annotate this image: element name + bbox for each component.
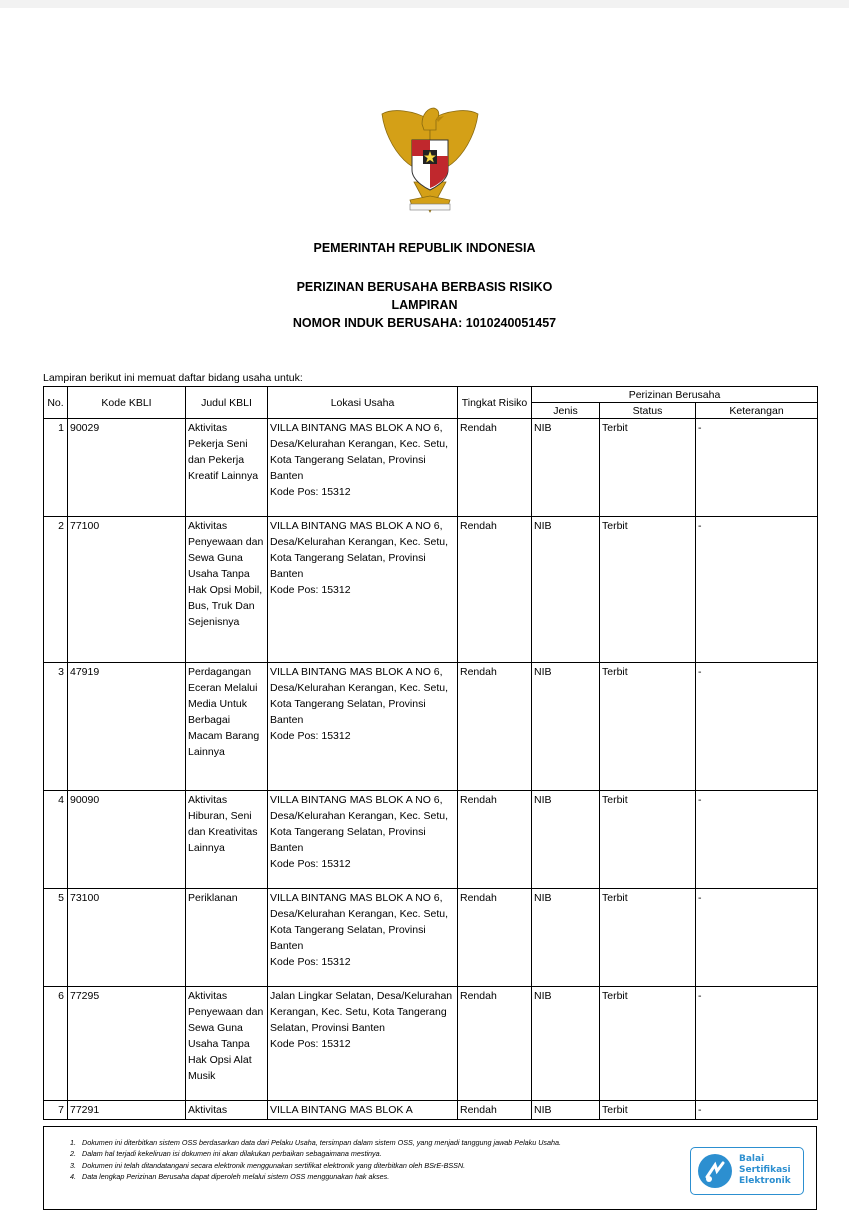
cell-no: 3: [44, 663, 68, 791]
badge-line-2: Sertifikasi: [739, 1165, 791, 1175]
cell-lokasi: [268, 987, 458, 1101]
document-page: [0, 8, 849, 1212]
nib-number: NOMOR INDUK BERUSAHA: 1010240051457: [292, 316, 557, 330]
cell-kode: 77291: [68, 1101, 186, 1120]
table-row: [44, 663, 818, 791]
cell-risiko: Rendah: [458, 1101, 532, 1120]
intro-text: Lampiran berikut ini memuat daftar bidang usaha untuk:: [43, 372, 303, 384]
cell-status: Terbit: [600, 419, 696, 517]
table-row: [44, 517, 818, 663]
cell-keterangan: -: [696, 1101, 818, 1120]
cell-jenis: NIB: [532, 1101, 600, 1120]
col-header-status: Status: [600, 403, 696, 419]
cell-lokasi: [268, 791, 458, 889]
cell-jenis: NIB: [532, 889, 600, 987]
cell-keterangan: -: [696, 889, 818, 987]
cell-lokasi: [268, 517, 458, 663]
cell-keterangan: -: [696, 517, 818, 663]
col-header-keterangan: Keterangan: [696, 403, 818, 419]
bsre-logo-icon: [697, 1153, 733, 1189]
col-header-kode: Kode KBLI: [68, 387, 186, 419]
cell-judul: Perdagangan Eceran Melalui Media Untuk Berbagai Macam Barang Lainnya: [186, 663, 268, 791]
cell-risiko: Rendah: [458, 987, 532, 1101]
cell-keterangan: -: [696, 987, 818, 1101]
cell-keterangan: -: [696, 663, 818, 791]
cell-keterangan: -: [696, 419, 818, 517]
cell-risiko: Rendah: [458, 791, 532, 889]
cell-jenis: NIB: [532, 987, 600, 1101]
cell-jenis: NIB: [532, 419, 600, 517]
lokasi-address: VILLA BINTANG MAS BLOK A NO 6, Desa/Kelurahan Kerangan, Kec. Setu, Kota Tangerang Selatan, Provinsi Banten: [270, 794, 449, 854]
col-header-no: No.: [44, 387, 68, 419]
cell-risiko: Rendah: [458, 663, 532, 791]
cell-risiko: Rendah: [458, 517, 532, 663]
document-title: [0, 278, 849, 332]
cell-no: 1: [44, 419, 68, 517]
table-row: [44, 419, 818, 517]
footer-note: 3. Dokumen ini telah ditandatangani secara elektronik menggunakan sertifikat elektronik yang diterbitkan oleh BSrE-BSSN.: [78, 1160, 698, 1171]
cell-kode: 47919: [68, 663, 186, 791]
col-header-perizinan: Perizinan Berusaha: [532, 387, 818, 403]
badge-line-1: Balai: [739, 1154, 765, 1164]
cell-kode: 73100: [68, 889, 186, 987]
col-header-judul: Judul KBLI: [186, 387, 268, 419]
lokasi-kode-pos: Kode Pos: 15312: [270, 730, 351, 742]
lokasi-address: Jalan Lingkar Selatan, Desa/Kelurahan Kerangan, Kec. Setu, Kota Tangerang Selatan, Provinsi Banten: [270, 990, 453, 1034]
lokasi-kode-pos: Kode Pos: 15312: [270, 1038, 351, 1050]
cell-lokasi: VILLA BINTANG MAS BLOK A: [268, 1101, 458, 1120]
cell-no: 2: [44, 517, 68, 663]
lokasi-address: VILLA BINTANG MAS BLOK A NO 6, Desa/Kelurahan Kerangan, Kec. Setu, Kota Tangerang Selatan, Provinsi Banten: [270, 520, 449, 580]
cell-kode: 77100: [68, 517, 186, 663]
lokasi-address: VILLA BINTANG MAS BLOK A NO 6, Desa/Kelurahan Kerangan, Kec. Setu, Kota Tangerang Selatan, Provinsi Banten: [270, 422, 449, 482]
col-header-jenis: Jenis: [532, 403, 600, 419]
cell-lokasi: [268, 889, 458, 987]
lokasi-address: VILLA BINTANG MAS BLOK A NO 6, Desa/Kelurahan Kerangan, Kec. Setu, Kota Tangerang Selatan, Provinsi Banten: [270, 666, 449, 726]
business-fields-table: [43, 386, 818, 1120]
bsre-badge: [690, 1147, 804, 1195]
cell-judul: Periklanan: [186, 889, 268, 987]
cell-status: Terbit: [600, 791, 696, 889]
cell-risiko: Rendah: [458, 419, 532, 517]
footer-note: 2. Dalam hal terjadi kekeliruan isi dokumen ini akan dilakukan perbaikan sebagaimana mestinya.: [78, 1148, 698, 1159]
footer-notes-box: [43, 1126, 817, 1210]
badge-line-3: Elektronik: [739, 1176, 791, 1186]
table-row: [44, 1101, 818, 1120]
footer-note: 1. Dokumen ini diterbitkan sistem OSS berdasarkan data dari Pelaku Usaha, tersimpan dalam sistem OSS, yang menjadi tanggung jawab Pelaku Usaha.: [78, 1137, 698, 1148]
cell-judul: Aktivitas: [186, 1101, 268, 1120]
footer-note: 4. Data lengkap Perizinan Berusaha dapat diperoleh melalui sistem OSS menggunakan hak akses.: [78, 1171, 698, 1182]
garuda-pancasila-emblem: [374, 100, 486, 220]
cell-jenis: NIB: [532, 517, 600, 663]
cell-keterangan: -: [696, 791, 818, 889]
cell-no: 7: [44, 1101, 68, 1120]
col-header-tingkat-risiko: Tingkat Risiko: [458, 387, 532, 419]
government-title: PEMERINTAH REPUBLIK INDONESIA: [313, 241, 536, 255]
lokasi-kode-pos: Kode Pos: 15312: [270, 956, 351, 968]
title-line-lampiran: LAMPIRAN: [391, 298, 458, 312]
cell-status: Terbit: [600, 889, 696, 987]
table-row: [44, 791, 818, 889]
lokasi-address: VILLA BINTANG MAS BLOK A NO 6, Desa/Kelurahan Kerangan, Kec. Setu, Kota Tangerang Selatan, Provinsi Banten: [270, 892, 449, 952]
cell-judul: Aktivitas Pekerja Seni dan Pekerja Kreatif Lainnya: [186, 419, 268, 517]
cell-jenis: NIB: [532, 791, 600, 889]
title-line-perizinan: PERIZINAN BERUSAHA BERBASIS RISIKO: [296, 280, 553, 294]
cell-judul: Aktivitas Penyewaan dan Sewa Guna Usaha Tanpa Hak Opsi Mobil, Bus, Truk Dan Sejenisnya: [186, 517, 268, 663]
cell-lokasi: [268, 419, 458, 517]
cell-status: Terbit: [600, 517, 696, 663]
cell-judul: Aktivitas Penyewaan dan Sewa Guna Usaha Tanpa Hak Opsi Alat Musik: [186, 987, 268, 1101]
table-row: [44, 889, 818, 987]
cell-judul: Aktivitas Hiburan, Seni dan Kreativitas Lainnya: [186, 791, 268, 889]
cell-status: Terbit: [600, 987, 696, 1101]
col-header-lokasi: Lokasi Usaha: [268, 387, 458, 419]
cell-kode: 90090: [68, 791, 186, 889]
cell-status: Terbit: [600, 1101, 696, 1120]
bsre-badge-text: [739, 1154, 791, 1187]
lokasi-kode-pos: Kode Pos: 15312: [270, 584, 351, 596]
cell-risiko: Rendah: [458, 889, 532, 987]
cell-status: Terbit: [600, 663, 696, 791]
table-row: [44, 987, 818, 1101]
cell-kode: 90029: [68, 419, 186, 517]
cell-lokasi: [268, 663, 458, 791]
cell-kode: 77295: [68, 987, 186, 1101]
lokasi-kode-pos: Kode Pos: 15312: [270, 858, 351, 870]
cell-jenis: NIB: [532, 663, 600, 791]
cell-no: 5: [44, 889, 68, 987]
cell-no: 4: [44, 791, 68, 889]
cell-no: 6: [44, 987, 68, 1101]
footer-notes-list: [44, 1127, 698, 1182]
lokasi-kode-pos: Kode Pos: 15312: [270, 486, 351, 498]
